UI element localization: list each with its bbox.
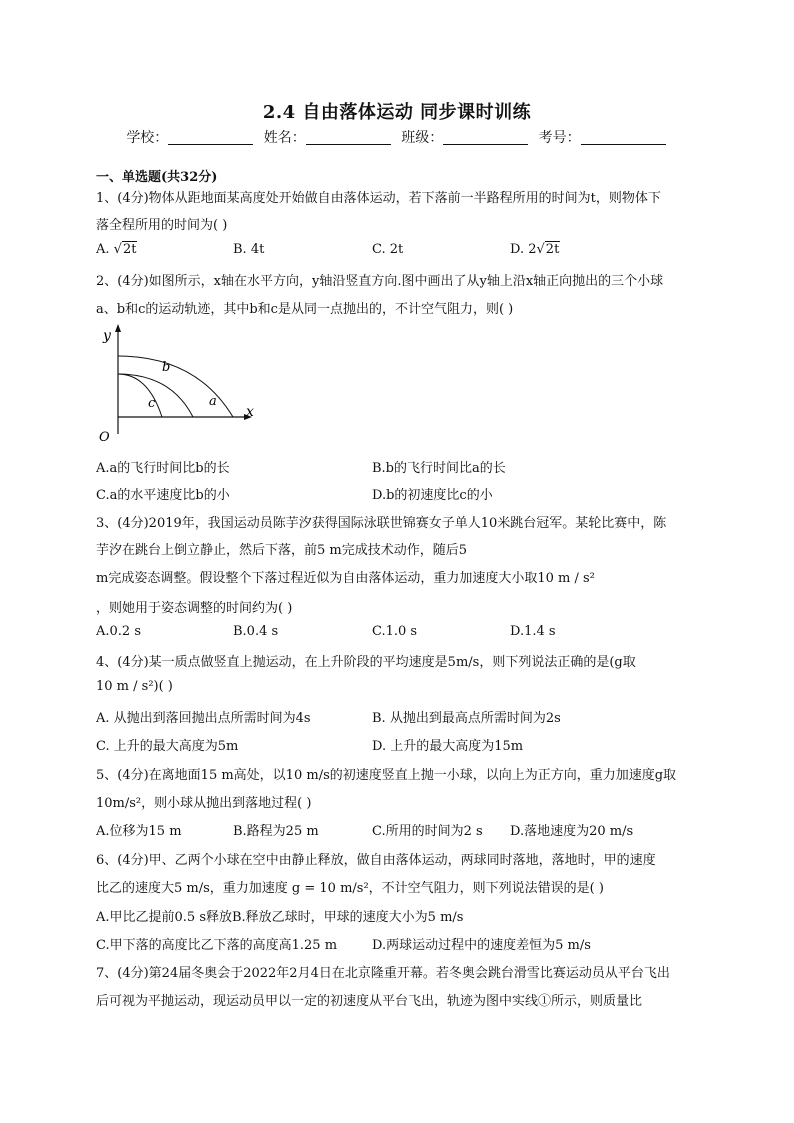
class-label: 班级： — [401, 130, 444, 146]
y-axis-label: y — [103, 328, 111, 344]
origin-label: O — [99, 430, 110, 445]
name-blank[interactable] — [306, 130, 391, 145]
q4-option-a: A. 从抛出到落回抛出点所需时间为4s — [96, 711, 311, 726]
q6-option-c: C.甲下落的高度比乙下落的高度高1.25 m — [96, 938, 338, 953]
q3-option-d: D.1.4 s — [510, 624, 556, 639]
q4-option-c: C. 上升的最大高度为5m — [96, 739, 239, 754]
q5-option-a: A.位移为15 m — [96, 824, 182, 839]
student-info-line — [0, 127, 794, 147]
q1-option-c: C. 2t — [372, 242, 404, 257]
x-axis-label: x — [246, 404, 254, 420]
page-title: 2.4 自由落体运动 同步课时训练 — [262, 102, 532, 123]
q5-option-b: B.路程为25 m — [233, 824, 319, 839]
q3-option-c: C.1.0 s — [372, 624, 418, 639]
q4-line-2: 10 m / s²)( ) — [96, 679, 173, 694]
school-blank[interactable] — [168, 130, 253, 145]
name-label: 姓名： — [263, 130, 306, 146]
q3-line-3: m完成姿态调整。假设整个下落过程近似为自由落体运动，重力加速度大小取10 m / s² — [96, 571, 595, 586]
q2-line-1: 2、(4分)如图所示，x轴在水平方向，y轴沿竖直方向.图中画出了从y轴上沿x轴正向抛出的三个小球 — [96, 274, 664, 289]
exam-no-blank[interactable] — [581, 130, 666, 145]
q3-option-a: A.0.2 s — [96, 624, 141, 639]
q2-option-c: C.a的水平速度比b的小 — [96, 488, 230, 503]
q7-line-2: 后可视为平抛运动，现运动员甲以一定的初速度从平台飞出，轨迹为图中实线①所示，则质量比 — [96, 994, 643, 1009]
q1-option-b: B. 4t — [233, 242, 265, 257]
q4-option-b: B. 从抛出到最高点所需时间为2s — [372, 711, 561, 726]
sqrt-symbol: √2t — [113, 242, 137, 257]
q2-line-2: a、b和c的运动轨迹，其中b和c是从同一点抛出的，不计空气阻力，则( ) — [96, 302, 514, 317]
q4-option-d: D. 上升的最大高度为15m — [372, 739, 524, 754]
q6-line-1: 6、(4分)甲、乙两个小球在空中由静止释放，做自由落体运动，两球同时落地，落地时，甲的速度 — [96, 853, 656, 868]
q1-option-d-math: 2t — [545, 242, 560, 257]
curve-b-label: b — [162, 360, 171, 375]
sqrt-symbol: √2t — [536, 242, 560, 257]
q1-option-d — [510, 242, 560, 257]
q3-line-2: 芋汐在跳台上倒立静止，然后下落，前5 m完成技术动作，随后5 — [96, 543, 468, 558]
q2-option-d: D.b的初速度比c的小 — [372, 488, 493, 503]
q5-line-1: 5、(4分)在离地面15 m高处，以10 m/s的初速度竖直上抛一小球，以向上为正方向，重力加速度g取 — [96, 768, 677, 783]
q1-line-1: 1、(4分)物体从距地面某高度处开始做自由落体运动，若下落前一半路程所用的时间为t，则物体下 — [96, 191, 661, 206]
q2-option-b: B.b的飞行时间比a的长 — [372, 461, 506, 476]
q1-option-d-label: D. 2 — [510, 242, 537, 257]
section-heading: 一、单选题(共32分) — [96, 170, 218, 185]
class-blank[interactable] — [443, 130, 528, 145]
school-label: 学校： — [126, 130, 169, 146]
q3-line-1: 3、(4分)2019年，我国运动员陈芋汐获得国际泳联世锦赛女子单人10米跳台冠军。某轮比赛中，陈 — [96, 516, 667, 531]
q6-line-2: 比乙的速度大5 m/s，重力加速度 g = 10 m/s²，不计空气阻力，则下列说法错误的是( ) — [96, 881, 604, 896]
curve-a-label: a — [209, 394, 217, 409]
q1-line-2: 落全程所用的时间为( ) — [96, 218, 228, 233]
q5-option-c: C.所用的时间为2 s — [372, 824, 483, 839]
q7-line-1: 7、(4分)第24届冬奥会于2022年2月4日在北京隆重开幕。若冬奥会跳台滑雪比赛运动员从平台飞出 — [96, 966, 670, 981]
q2-option-a: A.a的飞行时间比b的长 — [96, 461, 230, 476]
q1-option-a-math: 2t — [122, 242, 137, 257]
q6-option-ab: A.甲比乙提前0.5 s释放B.释放乙球时，甲球的速度大小为5 m/s — [96, 910, 464, 925]
q3-line-4: ，则她用于姿态调整的时间约为( ) — [96, 601, 293, 616]
exam-no-label: 考号： — [538, 130, 581, 146]
q3-option-b: B.0.4 s — [233, 624, 279, 639]
q6-option-d: D.两球运动过程中的速度差恒为5 m/s — [372, 938, 591, 953]
q5-option-d: D.落地速度为20 m/s — [510, 824, 634, 839]
y-axis-arrow — [115, 324, 121, 332]
projectile-trajectory-figure — [96, 322, 266, 447]
trajectory-b — [118, 374, 193, 417]
curve-c-label: c — [148, 396, 156, 411]
q5-line-2: 10m/s²，则小球从抛出到落地过程( ) — [96, 796, 312, 811]
q1-option-a-label: A. — [96, 242, 110, 257]
q1-option-a — [96, 242, 137, 257]
q4-line-1: 4、(4分)某一质点做竖直上抛运动，在上升阶段的平均速度是5m/s，则下列说法正确的是(g取 — [96, 655, 636, 670]
